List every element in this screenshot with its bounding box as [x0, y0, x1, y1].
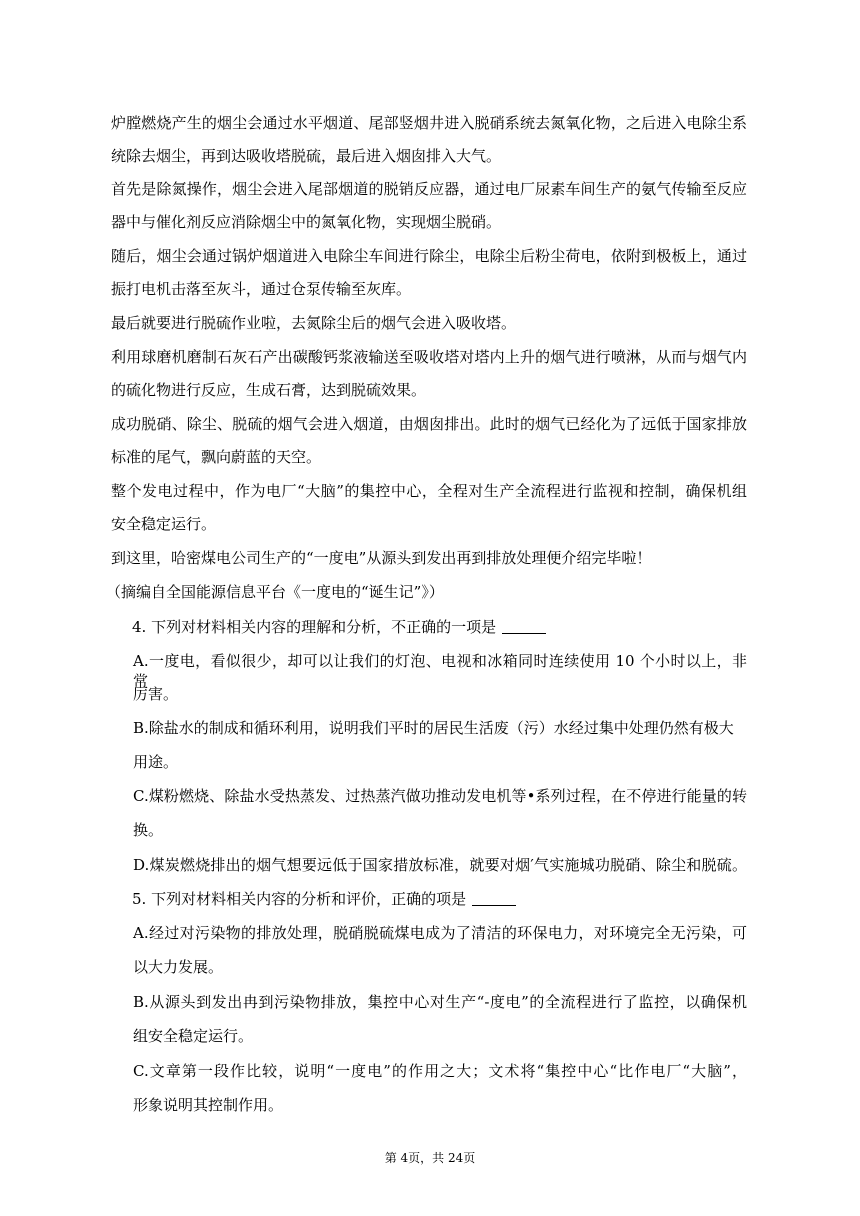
q5-option-c-line-1: C.文章第一段作比较，说明“一度电”的作用之大；文术将“集控中心“比作电厂“大脑”， — [133, 1062, 747, 1080]
paragraph-7-line-1: 整个发电过程中，作为电厂“大脑”的集控中心，全程对生产全流程进行监视和控制，确保机组 — [111, 482, 747, 500]
answer-blank — [472, 891, 516, 906]
paragraph-4-line-1: 最后就要进行脱硫作业啦，去氮除尘后的烟气会进入吸收塔。 — [111, 314, 517, 332]
paragraph-6-line-1: 成功脱硝、除尘、脱硫的烟气会进入烟道，由烟囱排出。此时的烟气已经化为了远低于国家排放 — [111, 415, 747, 433]
q5-option-b-line-1: B.从源头到发出冉到污染物排放，集控中心对生产“-度电”的全流程进行了监控，以确保机 — [133, 993, 747, 1011]
question-5-stem — [132, 889, 516, 909]
answer-blank — [502, 619, 546, 634]
q4-option-c-line-2: 换。 — [133, 821, 164, 839]
q5-option-a-line-2: 以大力发展。 — [133, 958, 224, 976]
paragraph-3-line-1: 随后，烟尘会通过锅炉烟道进入电除尘车间进行除尘，电除尘后粉尘荷电，依附到极板上，通过 — [111, 247, 747, 265]
paragraph-2-line-2: 器中与催化剂反应消除烟尘中的氮氧化物，实现烟尘脱硝。 — [111, 213, 502, 231]
q4-option-a-line-1: A.一度电，看似很少，却可以让我们的灯泡、电视和冰箱同时连续使用 10 个小时以上，非常 — [133, 652, 747, 690]
paragraph-7-line-2: 安全稳定运行。 — [111, 515, 217, 533]
question-4-stem-text: 4. 下列对材料相关内容的理解和分析，不正确的一项是 — [132, 618, 497, 636]
paragraph-2-line-1: 首先是除氮操作，烟尘会进入尾部烟道的脱销反应器，通过电厂尿素车间生产的氨气传输至反应 — [111, 180, 747, 198]
q5-option-c-line-2: 形象说明其控制作用。 — [133, 1096, 284, 1114]
paragraph-5-line-2: 的硫化物进行反应，生成石膏，达到脱硫效果。 — [111, 381, 427, 399]
q5-option-a-line-1: A.经过对污染物的排放处理，脱硝脱硫煤电成为了清洁的环保电力，对环境完全无污染，可 — [133, 924, 747, 942]
paragraph-1-line-1: 炉膛燃烧产生的烟尘会通过水平烟道、尾部竖烟井进入脱硝系统去氮氧化物，之后进入电除尘系 — [111, 114, 747, 132]
source-citation: （摘编自全国能源信息平台《一度电的“诞生记”》） — [106, 583, 444, 601]
q4-option-b-line-1: B.除盐水的制成和循环利用，说明我们平时的居民生活废（污）水经过集中处理仍然有极大 — [133, 719, 734, 737]
q4-option-a-line-2: 厉害。 — [133, 685, 179, 703]
paragraph-3-line-2: 振打电机击落至灰斗，通过仓泵传输至灰库。 — [111, 280, 412, 298]
paragraph-6-line-2: 标准的尾气，飘向蔚蓝的天空。 — [111, 448, 322, 466]
paragraph-5-line-1: 利用球磨机磨制石灰石产出碳酸钙浆液输送至吸收塔对塔内上升的烟气进行喷淋，从而与烟气内 — [111, 348, 747, 366]
question-5-stem-text: 5. 下列对材料相关内容的分析和评价，正确的项是 — [132, 890, 467, 908]
paragraph-1-line-2: 统除去烟尘，再到达吸收塔脱硫，最后进入烟囱排入大气。 — [111, 147, 502, 165]
paragraph-8-line-1: 到这里，哈密煤电公司生产的“一度电”从源头到发出再到排放处理便介绍完毕啦！ — [111, 549, 652, 567]
question-4-stem — [132, 617, 546, 637]
q4-option-b-line-2: 用途。 — [133, 753, 179, 771]
page-footer: 第 4页，共 24页 — [384, 1151, 476, 1165]
q4-option-d-line-1: D.煤炭燃烧排出的烟气想要远低于国家措放标准，就要对烟′气实施城功脱硝、除尘和脱硫。 — [133, 856, 747, 874]
q4-option-c-line-1: C.煤粉燃烧、除盐水受热蒸发、过热蒸汽做功推动发电机等•系列过程，在不停进行能量的转 — [133, 787, 747, 805]
q5-option-b-line-2: 组安全稳定运行。 — [133, 1027, 254, 1045]
